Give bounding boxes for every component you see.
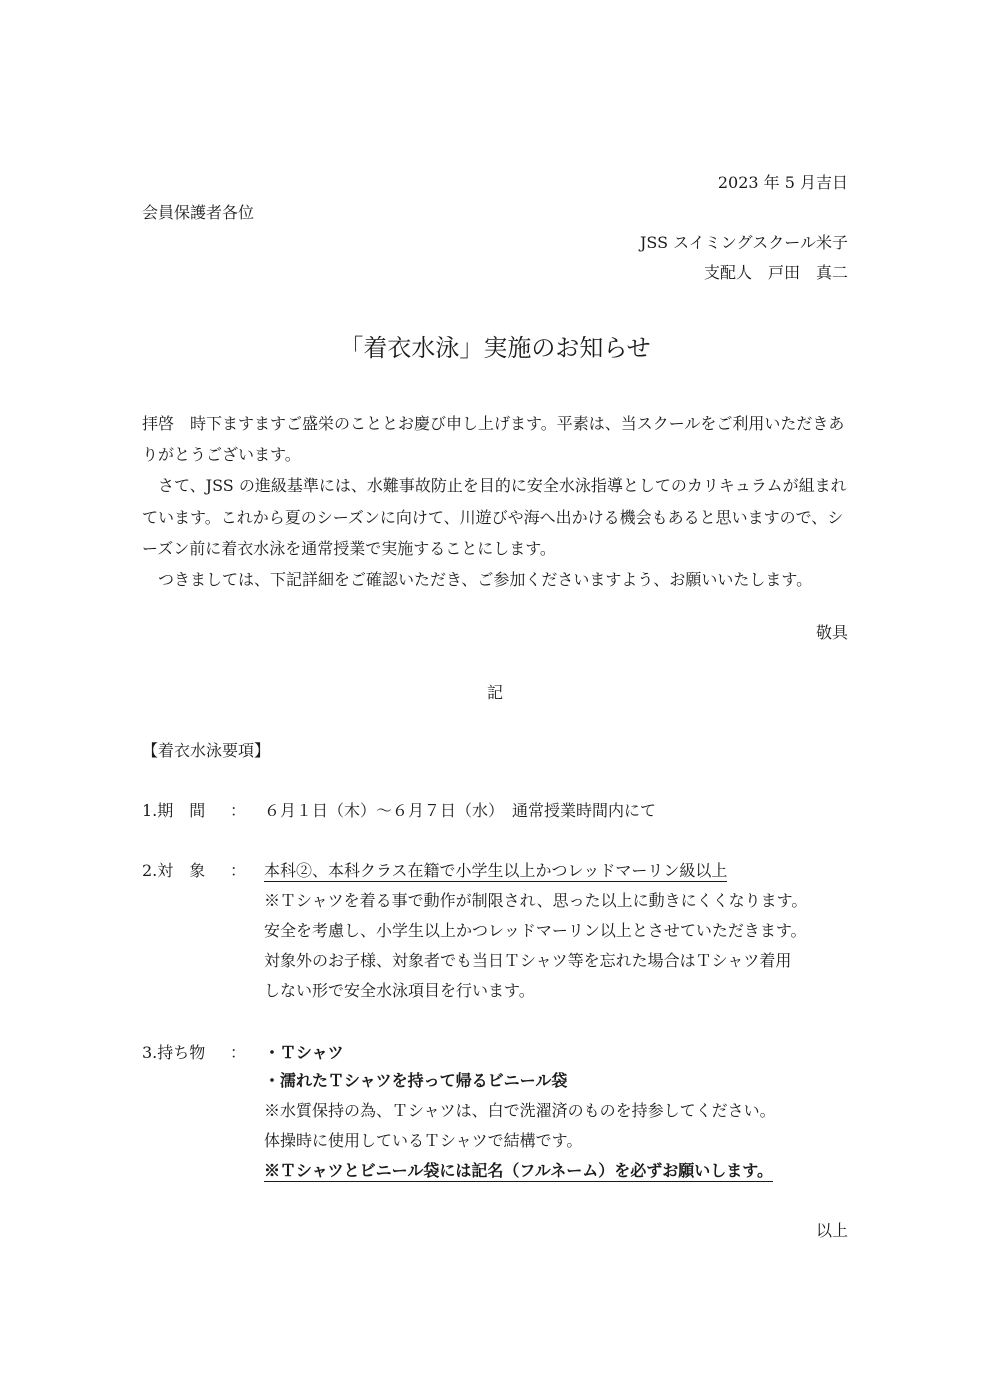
belongings-label: 3.持ち物	[142, 1043, 206, 1062]
belongings-name-notice: ※Ｔシャツとビニール袋には記名（フルネーム）を必ずお願いします。	[264, 1161, 773, 1180]
period-colon: ：	[230, 801, 247, 820]
issue-date: 2023 年 5 月吉日	[717, 173, 848, 192]
purpose-paragraph: さて、JSS の進級基準には、水難事故防止を目的に安全水泳指導としてのカリキュラムが組まれています。これから夏のシーズンに向けて、川遊びや海へ出かける機会もあると思いますので、シーズン前に着衣水泳を通常授業で実施することにします。	[142, 476, 847, 558]
target-colon: ：	[230, 861, 247, 880]
letter-body	[142, 408, 848, 595]
target-line-2: ※Ｔシャツを着る事で動作が制限され、思った以上に動きにくくなります。	[264, 891, 808, 910]
target-line-5: しない形で安全水泳項目を行います。	[264, 981, 535, 1000]
target-eligibility: 本科②、本科クラス在籍で小学生以上かつレッドマーリン級以上	[264, 861, 728, 880]
sender-organization: JSS スイミングスクール米子	[639, 233, 848, 252]
closing-phrase: 敬具	[815, 623, 848, 642]
target-line-1	[264, 858, 727, 881]
belongings-line-2: ・濡れたＴシャツを持って帰るビニール袋	[264, 1071, 568, 1090]
belongings-line-1: ・Ｔシャツ	[264, 1043, 344, 1062]
end-marker: 以上	[815, 1221, 848, 1240]
document-title: 「着衣水泳」実施のお知らせ	[339, 334, 651, 362]
recipient: 会員保護者各位	[142, 203, 255, 222]
request-paragraph: つきましては、下記詳細をご確認いただき、ご参加くださいますよう、お願いいたします。	[158, 570, 813, 590]
belongings-line-3: ※水質保持の為、Ｔシャツは、白で洗濯済のものを持参してください。	[264, 1101, 776, 1120]
greeting-paragraph: 拝啓 時下ますますご盛栄のこととお慶び申し上げます。平素は、当スクールをご利用いただきありがとうございます。	[142, 414, 845, 465]
target-label: 2.対 象	[142, 861, 206, 880]
section-heading: 【着衣水泳要項】	[142, 741, 271, 760]
belongings-line-5	[264, 1158, 773, 1181]
ki-marker: 記	[486, 683, 503, 702]
target-line-3: 安全を考慮し、小学生以上かつレッドマーリン以上とさせていただきます。	[264, 921, 807, 940]
period-label: 1.期 間	[142, 801, 206, 820]
target-line-4: 対象外のお子様、対象者でも当日Ｔシャツ等を忘れた場合はＴシャツ着用	[264, 951, 792, 970]
belongings-line-4: 体操時に使用しているＴシャツで結構です。	[264, 1131, 583, 1150]
sender-person: 支配人 戸田 真二	[703, 263, 848, 282]
period-value: ６月１日（木）～６月７日（水） 通常授業時間内にて	[264, 801, 657, 820]
belongings-colon: ：	[230, 1043, 247, 1062]
